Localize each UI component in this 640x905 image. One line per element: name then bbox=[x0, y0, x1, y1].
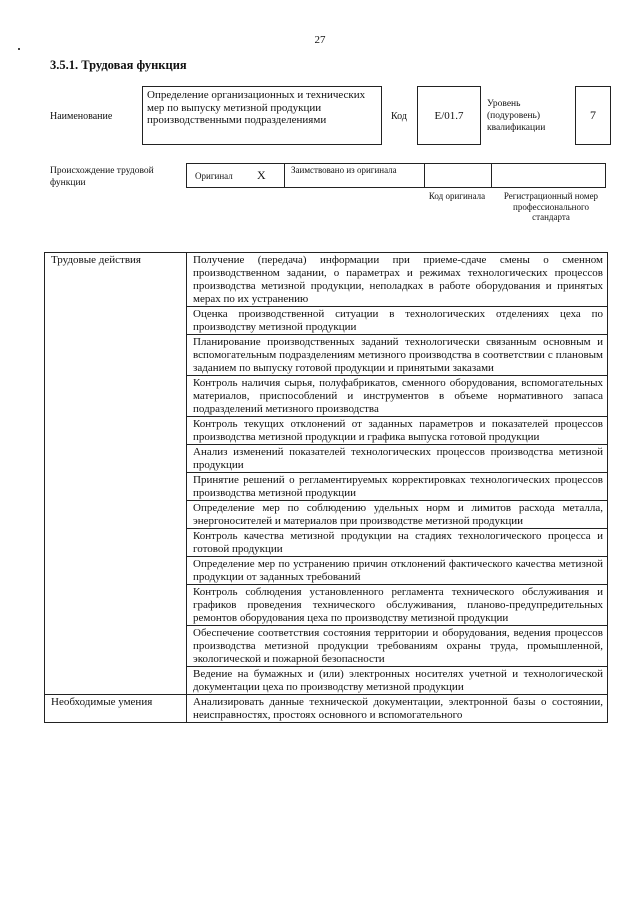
borrowed-label: Заимствовано из оригинала bbox=[291, 165, 397, 175]
table-cell: Принятие решений о регламентируемых корректировках технологических процессов производства метизной продукции bbox=[187, 473, 608, 501]
row-group-label: Трудовые действия bbox=[45, 253, 187, 695]
code-label: Код bbox=[391, 111, 407, 122]
table-cell: Определение мер по соблюдению удельных норм и лимитов расхода металла, энергоносителей и материалов при производстве метизной продукции bbox=[187, 501, 608, 529]
origin-divider bbox=[284, 164, 285, 187]
origin-divider bbox=[491, 164, 492, 187]
code-original-caption: Код оригинала bbox=[428, 191, 486, 201]
table-cell: Определение мер по устранению причин отклонений фактического качества метизной продукции от заданных требований bbox=[187, 557, 608, 585]
function-name-box: Определение организационных и технических мер по выпуску метизной продукции производственными подразделениями bbox=[142, 86, 382, 145]
name-label: Наименование bbox=[50, 111, 113, 122]
labor-function-table bbox=[44, 252, 608, 723]
function-code-box: E/01.7 bbox=[417, 86, 481, 145]
table-cell: Контроль текущих отклонений от заданных параметров и показателей процессов производства метизной продукции и графика выпуска готовой продукции bbox=[187, 417, 608, 445]
table-cell: Анализ изменений показателей технологических процессов производства метизной продукции bbox=[187, 445, 608, 473]
table-cell: Ведение на бумажных и (или) электронных носителях учетной и технологической документации цеха по производству метизной продукции bbox=[187, 667, 608, 695]
original-label: Оригинал bbox=[195, 171, 233, 181]
table-cell: Планирование производственных заданий технологически связанным основным и вспомогательным подразделениям метизного производства в соответствии с плановым заданием по выпуску готовой продукции и принятыми заказами bbox=[187, 335, 608, 376]
labor-action-row bbox=[45, 253, 608, 307]
reg-number-caption: Регистрационный номер профессионального стандарта bbox=[503, 191, 599, 222]
origin-row bbox=[186, 163, 606, 188]
table-cell: Получение (передача) информации при приеме-сдаче смены о сменном производственном задании, о параметрах и режимах технологических процессов производства метизной продукции, неполадках в работе оборудования и принятых мерах по их устранению bbox=[187, 253, 608, 307]
table-cell: Оценка производственной ситуации в технологических отделениях цеха по производству метизной продукции bbox=[187, 307, 608, 335]
table-cell: Контроль качества метизной продукции на стадиях технологического процесса и готовой продукции bbox=[187, 529, 608, 557]
table-cell: Контроль соблюдения установленного регламента технического обслуживания и графиков проведения технического обслуживания, планово-предупредительных ремонтов оборудования цеха по производству метизной продукции bbox=[187, 585, 608, 626]
origin-divider bbox=[424, 164, 425, 187]
table-cell: Анализировать данные технической документации, электронной базы о состоянии, неисправностях, простоях основного и вспомогательного bbox=[187, 695, 608, 723]
level-label: Уровень (подуровень) квалификации bbox=[487, 99, 546, 133]
skill-row bbox=[45, 695, 608, 723]
qualification-level-box: 7 bbox=[575, 86, 611, 145]
origin-label: Происхождение трудовой функции bbox=[50, 166, 154, 188]
row-group-label: Необходимые умения bbox=[45, 695, 187, 723]
table-cell: Обеспечение соответствия состояния территории и оборудования, ведения процессов производства метизной продукции требованиям охраны труда, промышленной, экологической и пожарной безопасности bbox=[187, 626, 608, 667]
scan-speck bbox=[18, 48, 20, 50]
table-cell: Контроль наличия сырья, полуфабрикатов, сменного оборудования, вспомогательных материалов, приспособлений и инструментов в объеме нормативного запаса подразделений метизного производства bbox=[187, 376, 608, 417]
section-title: 3.5.1. Трудовая функция bbox=[50, 58, 187, 72]
page-number: 27 bbox=[314, 34, 326, 46]
original-checkmark: X bbox=[257, 168, 266, 182]
